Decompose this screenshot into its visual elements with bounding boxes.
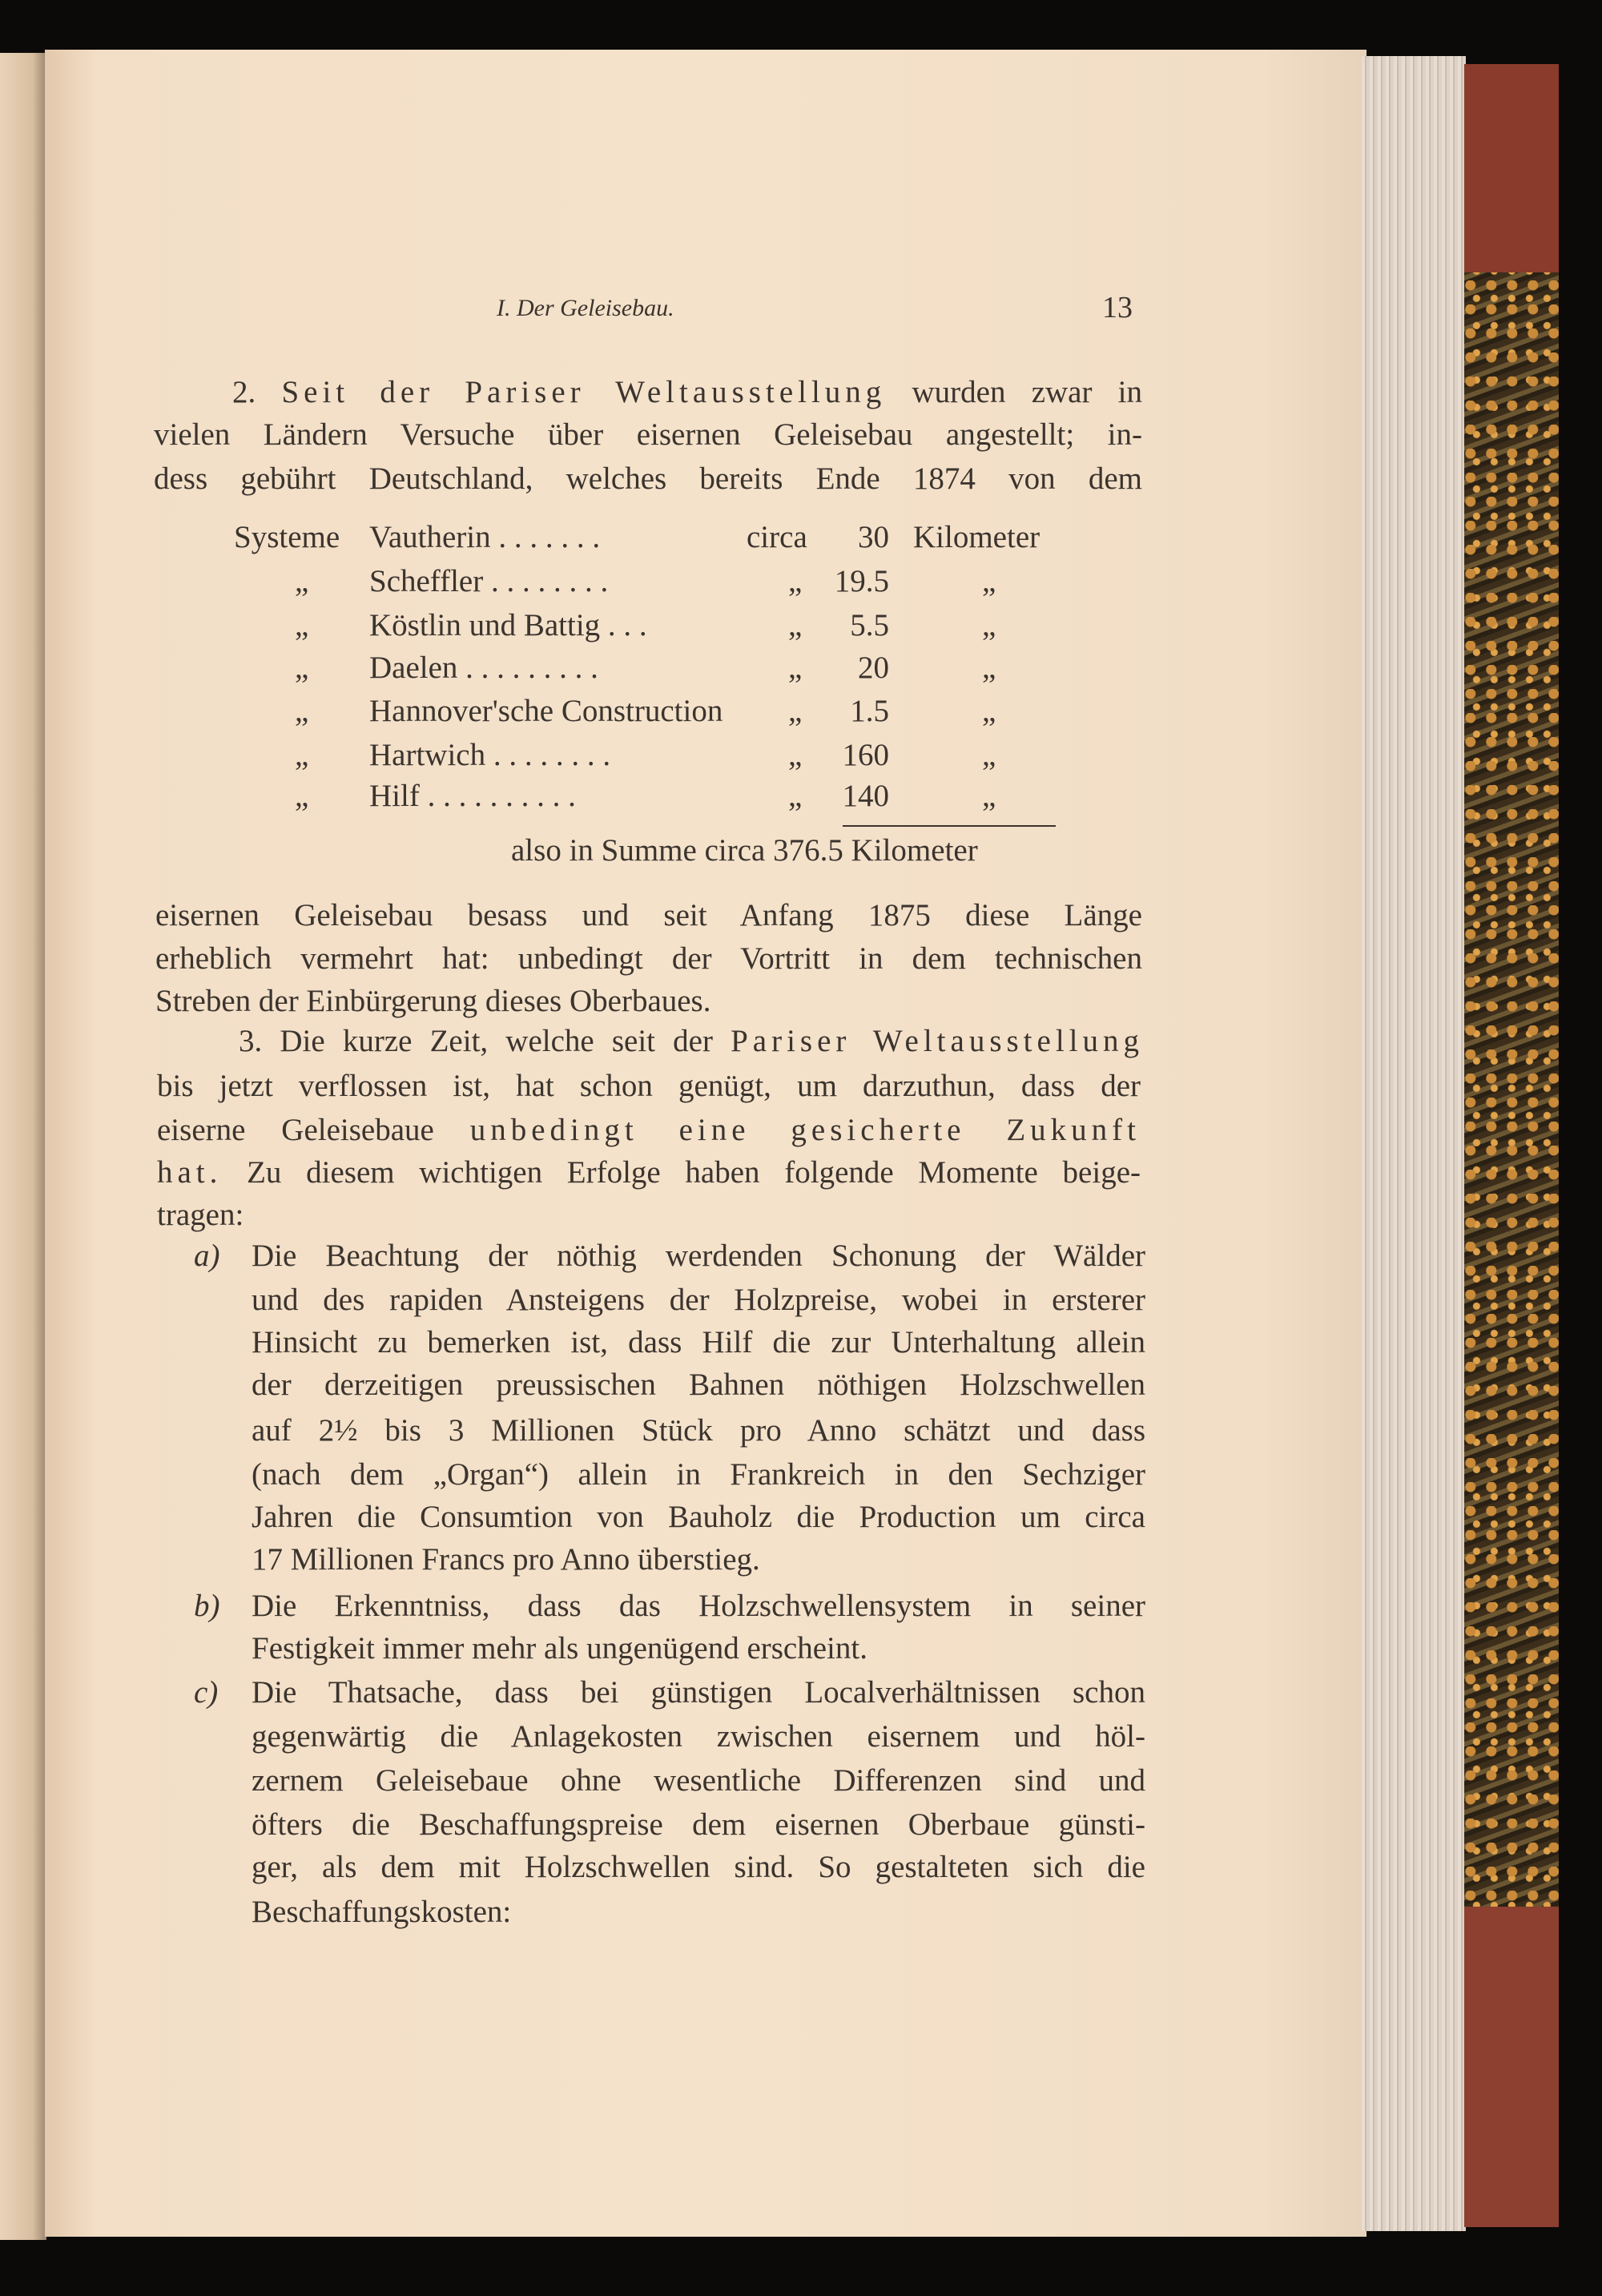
ditto-mark: „ [295, 779, 309, 813]
paragraph-line: 3. Die kurze Zeit, welche seit der Pariser Weltausstellung [239, 1024, 1144, 1058]
list-item-line: zernem Geleisebaue ohne wesentliche Differenzen sind und [252, 1763, 1145, 1798]
list-item-line: Beschaffungskosten: [252, 1895, 512, 1929]
list-item-line: Festigkeit immer mehr als ungenügend erscheint. [252, 1631, 867, 1666]
table-value: 140 [842, 779, 889, 813]
table-value: 1.5 [850, 694, 889, 728]
table-unit: „ [982, 738, 996, 772]
list-item-line: Die Erkenntniss, dass das Holzschwellensystem in seiner [252, 1589, 1145, 1623]
table-prefix: Systeme [234, 520, 340, 554]
page-stack-edges [1362, 56, 1466, 2231]
running-head: I. Der Geleisebau. [497, 295, 674, 321]
list-item-line: und des rapiden Ansteigens der Holzpreise, wobei in ersterer [252, 1283, 1145, 1317]
leather-corner-top [1464, 64, 1559, 272]
table-circa: circa [747, 520, 807, 554]
paragraph-line: bis jetzt verflossen ist, hat schon genügt, um darzuthun, dass der [157, 1069, 1141, 1103]
list-item-line: Die Thatsache, dass bei günstigen Localverhältnissen schon [252, 1675, 1145, 1710]
ditto-mark: „ [295, 694, 309, 728]
table-system-name: Hannover'sche Construction [369, 694, 723, 728]
ditto-mark: „ [295, 564, 309, 598]
table-system-name: Vautherin . . . . . . . [369, 520, 601, 554]
table-circa: „ [788, 779, 803, 813]
table-circa: „ [788, 694, 803, 728]
table-total: also in Summe circa 376.5 Kilometer [511, 833, 978, 868]
ditto-mark: „ [295, 738, 309, 772]
table-unit: „ [982, 694, 996, 728]
table-unit: Kilometer [913, 520, 1040, 554]
ditto-mark: „ [295, 608, 309, 642]
table-system-name: Hartwich . . . . . . . . [369, 738, 611, 772]
table-system-name: Hilf . . . . . . . . . . [369, 779, 576, 813]
ditto-mark: „ [295, 651, 309, 685]
table-unit: „ [982, 564, 996, 598]
table-circa: „ [788, 651, 803, 685]
table-circa: „ [788, 564, 803, 598]
paragraph-line: 2. Seit der Pariser Weltausstellung wurden zwar in [232, 375, 1143, 409]
list-item-line: öfters die Beschaffungspreise dem eisernen Oberbaue günsti- [252, 1807, 1145, 1842]
paragraph-line: dess gebührt Deutschland, welches bereits Ende 1874 von dem [154, 461, 1142, 496]
list-item-line: auf 2½ bis 3 Millionen Stück pro Anno schätzt und dass [252, 1413, 1145, 1448]
table-value: 20 [858, 651, 889, 685]
table-unit: „ [982, 608, 996, 642]
table-unit: „ [982, 779, 996, 813]
table-circa: „ [788, 608, 803, 642]
table-unit: „ [982, 651, 996, 685]
list-item-line: 17 Millionen Francs pro Anno überstieg. [252, 1542, 760, 1577]
table-value: 160 [842, 738, 889, 772]
table-circa: „ [788, 738, 803, 772]
table-system-name: Daelen . . . . . . . . . [369, 651, 598, 685]
facing-page-edge [0, 53, 46, 2240]
list-item-line: der derzeitigen preussischen Bahnen nöthigen Holzschwellen [252, 1368, 1145, 1402]
leather-corner-bottom [1464, 1907, 1559, 2227]
list-item-label: c) [194, 1675, 219, 1710]
list-item-line: Jahren die Consumtion von Bauholz die Production um circa [252, 1500, 1145, 1534]
list-item-label: b) [194, 1589, 220, 1623]
list-item-line: ger, als dem mit Holzschwellen sind. So gestalteten sich die [252, 1850, 1145, 1884]
paragraph-line: eiserne Geleisebaue unbedingt eine gesicherte Zukunft [157, 1113, 1141, 1147]
list-item-line: Die Beachtung der nöthig werdenden Schonung der Wälder [252, 1239, 1145, 1273]
list-item-line: (nach dem „Organ“) allein in Frankreich in den Sechziger [252, 1457, 1145, 1492]
page-number: 13 [1102, 291, 1133, 324]
table-value: 30 [858, 520, 889, 554]
list-item-line: Hinsicht zu bemerken ist, dass Hilf die zur Unterhaltung allein [252, 1325, 1145, 1359]
list-item-line: gegenwärtig die Anlagekosten zwischen eisernem und höl- [252, 1719, 1145, 1754]
paragraph-line: eisernen Geleisebau besass und seit Anfang 1875 diese Länge [155, 898, 1142, 932]
table-system-name: Köstlin und Battig . . . [369, 608, 647, 642]
table-value: 5.5 [850, 608, 889, 642]
table-system-name: Scheffler . . . . . . . . [369, 564, 609, 598]
marbled-cover [1464, 64, 1559, 2227]
list-item-label: a) [194, 1239, 220, 1273]
paragraph-line: erheblich vermehrt hat: unbedingt der Vortritt in dem technischen [155, 941, 1142, 976]
paragraph-line: tragen: [157, 1198, 244, 1232]
table-value: 19.5 [834, 564, 889, 598]
paragraph-line: hat. Zu diesem wichtigen Erfolge haben folgende Momente beige- [157, 1155, 1141, 1190]
sum-rule [843, 825, 1056, 827]
paragraph-line: Streben der Einbürgerung dieses Oberbaues. [155, 984, 711, 1018]
paragraph-line: vielen Ländern Versuche über eisernen Geleisebau angestellt; in- [154, 417, 1142, 452]
